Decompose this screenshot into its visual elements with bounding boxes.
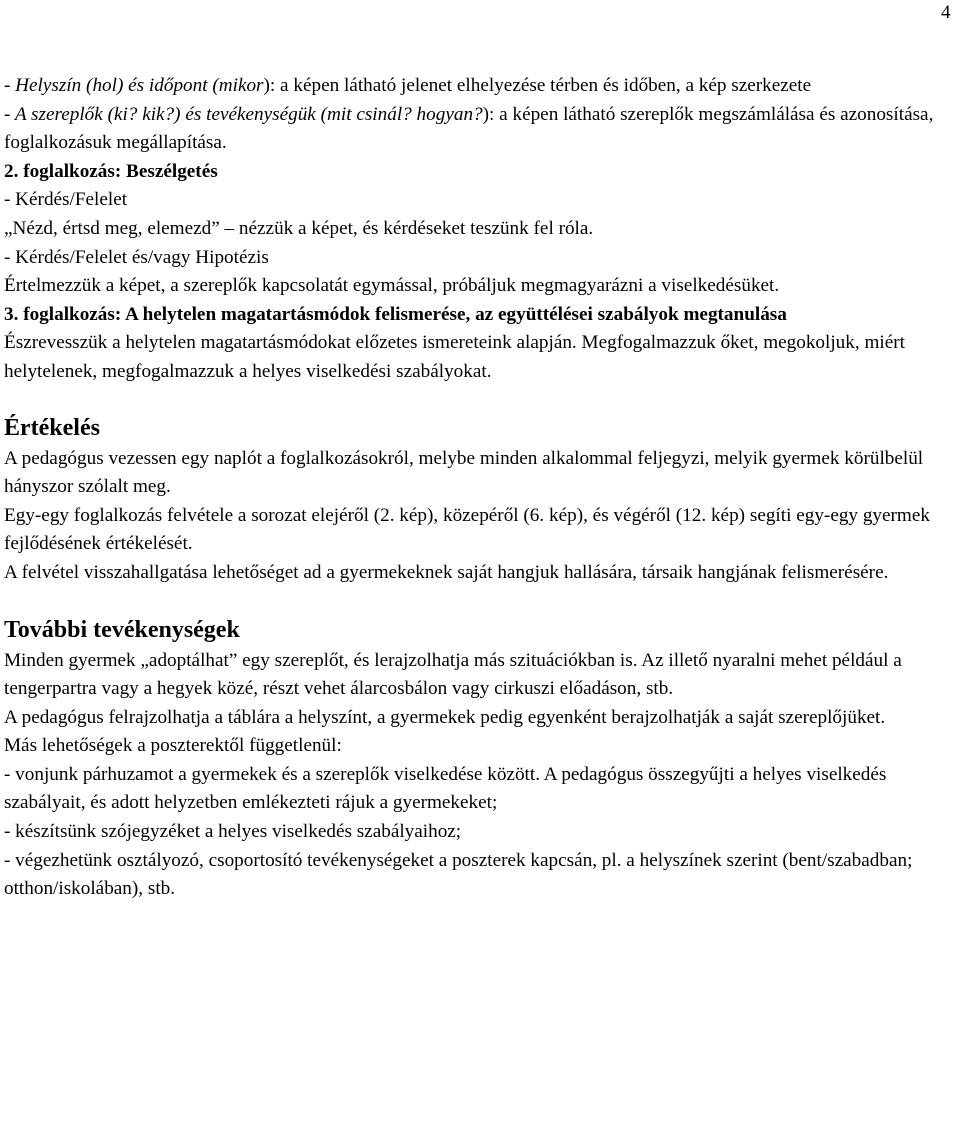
activity2-item1-title: - Kérdés/Felelet bbox=[4, 189, 128, 211]
activity2-title: 2. foglalkozás: Beszélgetés bbox=[4, 160, 218, 182]
intro-characters bbox=[4, 101, 956, 158]
activity2-item1-text: „Nézd, értsd meg, elemezd” – nézzük a képet, és kérdéseket teszünk fel róla. bbox=[4, 217, 594, 239]
intro-characters-label: - A szereplők (ki? kik?) és tevékenységük (mit csinál? hogyan? bbox=[4, 103, 483, 125]
intro-location-time-label: - Helyszín (hol) és időpont (mikor bbox=[4, 75, 264, 96]
further-list-item-3: - végezhetünk osztályozó, csoportosító tevékenységeket a poszterek kapcsán, pl. a helyszínek szerint (bent/szabadban; otthon/iskolában), stb. bbox=[4, 849, 913, 900]
activity2-item2-text: Értelmezzük a képet, a szereplők kapcsolatát egymással, próbáljuk megmagyarázni a viselkedésüket. bbox=[4, 275, 780, 297]
further-paragraph-3: Más lehetőségek a poszterektől függetlenül: bbox=[4, 735, 342, 757]
further-activities-heading: További tevékenységek bbox=[4, 616, 240, 643]
activity2-item2-title: - Kérdés/Felelet és/vagy Hipotézis bbox=[4, 246, 269, 268]
intro-characters-text: ): a képen látható szereplők megszámlálása és azonosítása, foglalkozásuk megállapítása. bbox=[4, 103, 934, 154]
intro-location-time bbox=[4, 72, 956, 101]
intro-location-time-text: ): a képen látható jelenet elhelyezése térben és időben, a kép szerkezete bbox=[263, 75, 812, 96]
evaluation-paragraph-1: A pedagógus vezessen egy naplót a foglalkozásokról, melybe minden alkalommal feljegyzi, melyik gyermek körülbelül hányszor szólalt meg. bbox=[4, 447, 924, 498]
page-number: 4 bbox=[941, 2, 951, 23]
activity3-title: 3. foglalkozás: A helytelen magatartásmódok felismerése, az együttélései szabályok megtanulása bbox=[4, 303, 787, 325]
document-body bbox=[4, 72, 956, 904]
activity3-text: Észrevesszük a helytelen magatartásmódokat előzetes ismereteink alapján. Megfogalmazzuk őket, megokoljuk, miért helytelenek, megfogalmazzuk a helyes viselkedési szabályokat. bbox=[4, 332, 905, 382]
evaluation-paragraph-2: Egy-egy foglalkozás felvétele a sorozat elejéről (2. kép), közepéről (6. kép), és végéről (12. kép) segíti egy-egy gyermek fejlődésének értékelését. bbox=[4, 504, 930, 555]
further-list-item-1: - vonjunk párhuzamot a gyermekek és a szereplők viselkedése között. A pedagógus összegyűjti a helyes viselkedés szabályait, és adott helyzetben emlékezteti rájuk a gyermekeket; bbox=[4, 763, 887, 814]
further-paragraph-1: Minden gyermek „adoptálhat” egy szereplőt, és lerajzolhatja más szituációkban is. Az illető nyaralni mehet például a tengerpartra vagy a hegyek közé, részt vehet álarcosbálon vagy cirkuszi előadáson, stb. bbox=[4, 649, 902, 700]
evaluation-heading: Értékelés bbox=[4, 414, 100, 441]
further-list-item-2: - készítsünk szójegyzéket a helyes viselkedés szabályaihoz; bbox=[4, 821, 462, 843]
further-paragraph-2: A pedagógus felrajzolhatja a táblára a helyszínt, a gyermekek pedig egyenként berajzolhatják a saját szereplőjüket. bbox=[4, 706, 886, 728]
evaluation-paragraph-3: A felvétel visszahallgatása lehetőséget ad a gyermekeknek saját hangjuk hallására, társaik hangjának felismerésére. bbox=[4, 561, 889, 583]
